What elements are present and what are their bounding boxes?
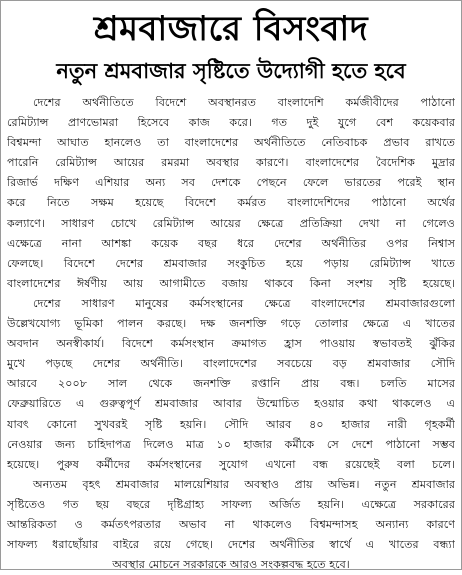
body-line: রেমিট্যান্স প্রাণভোমরা হিসেবে কাজ করে। গত দুই যুগে বেশ কয়েকবার bbox=[7, 116, 455, 130]
subheadline: নতুন শ্রমবাজার সৃষ্টিতে উদ্যোগী হতে হবে bbox=[56, 59, 406, 83]
body-line: দেশের অর্থনীতিতে বিদেশে অবস্থানরত বাংলাদেশি কর্মজীবীদের পাঠানো bbox=[33, 96, 455, 109]
body-line: কল্যাণে। সাধারণ চোখে রেমিট্যান্স আয়ের ক্ষেত্রে প্রতিক্রিয়া দেখা না গেলেও bbox=[7, 216, 455, 230]
body-line: আরবে ২০০৮ সাল থেকে জনশক্তি রপ্তানি প্রায় বন্ধ। চলতি মাসের bbox=[7, 377, 455, 391]
body-line: পারেনি রেমিট্যান্স আয়ের রমরমা অবস্থার কারণে। বাংলাদেশের বৈদেশিক মুদ্রার bbox=[7, 156, 455, 170]
body-line: রিজার্ভ দক্ষিণ এশিয়ার অন্য সব দেশকে পেছনে ফেলে ভারতের পরেই স্থান bbox=[7, 176, 455, 190]
article-body bbox=[7, 93, 455, 575]
body-line: বাংলাদেশের ঈর্ষণীয় আয় আগামীতে বজায় থাকবে কিনা সংশয় সৃষ্টি হয়েছে। bbox=[7, 276, 455, 290]
body-line: সৃষ্টিতেও গত ছয় বছরে দৃষ্টিগ্রাহ্য সাফল্য অর্জিত হয়নি। এক্ষেত্রে সরকারের bbox=[7, 497, 455, 511]
body-line: দেশের সাধারণ মানুষের কর্মসংস্থানের ক্ষেত্রে বাংলাদেশের শ্রমবাজারগুলো bbox=[33, 296, 455, 310]
body-line: উল্লেখযোগ্য ভূমিকা পালন করছে। দক্ষ জনশক্তি গড়ে তোলার ক্ষেত্রে এ খাতের bbox=[7, 317, 455, 331]
body-line: অন্যতম বৃহৎ শ্রমবাজার মালয়েশিয়ার অবস্থাও প্রায় অভিন্ন। নতুন শ্রমবাজার bbox=[33, 477, 455, 491]
body-line: হয়েছে। পুরুষ কর্মীদের কর্মসংস্থানের সুযোগ এখনো বন্ধ রয়েছেই বলা চলে। bbox=[7, 457, 455, 471]
body-line: করে নিতে সক্ষম হয়েছে বিদেশে কর্মরত বাংলাদেশিদের পাঠানো অর্থের bbox=[7, 196, 455, 210]
body-line: ফেলছে। বিদেশে দেশের শ্রমবাজার সংকুচিত হয়ে পড়ায় রেমিট্যান্স খাতে bbox=[7, 256, 455, 270]
headline: শ্রমবাজারে বিসংবাদ bbox=[93, 9, 369, 49]
body-line: আন্তরিকতা ও কর্মতৎপরতার অভাব না থাকলেও বিশ্বমন্দাসহ অন্যান্য কারণে bbox=[7, 517, 455, 531]
body-line: বিশ্বমন্দা আঘাত হানলেও তা বাংলাদেশের অর্থনীতিতে নেতিবাচক প্রভাব রাখতে bbox=[7, 136, 455, 150]
body-line: যাবৎ কোনো সুখবরই সৃষ্টি হয়নি। সৌদি আরব ৪০ হাজার নারী গৃহকর্মী bbox=[7, 417, 455, 431]
body-line: ফেব্রুয়ারিতে এ গুরুত্বপূর্ণ শ্রমবাজার আবার উন্মোচিত হওয়ার কথা থাকলেও এ bbox=[7, 397, 455, 411]
body-line: অবস্থার মোচনে সরকারকে আরও সংকল্পবদ্ধ হতে হবে। bbox=[112, 558, 350, 572]
body-line: নেওয়ার জন্য চাহিদাপত্র দিলেও মাত্র ১০ হাজার কর্মীকে সে দেশে পাঠানো সম্ভব bbox=[7, 437, 455, 451]
body-line: অবদান অনস্বীকার্য। বিদেশে কর্মসংস্থান ক্রমাগত হ্রাস পাওয়ায় স্বভাবতই ঝুঁকির bbox=[7, 337, 455, 351]
body-line: এক্ষেত্রে নানা আশঙ্কা কয়েক বছর ধরে দেশের অর্থনীতির ওপর নিশ্বাস bbox=[7, 236, 455, 250]
body-line: মুখে পড়ছে দেশের অর্থনীতি। বাংলাদেশের সবচেয়ে বড় শ্রমবাজার সৌদি bbox=[7, 357, 455, 371]
body-line: সাফল্য ধরাছোঁয়ার বাইরে রয়ে গেছে। দেশের অর্থনীতির স্বার্থে এ খাতের বন্ধ্যা bbox=[7, 538, 455, 552]
